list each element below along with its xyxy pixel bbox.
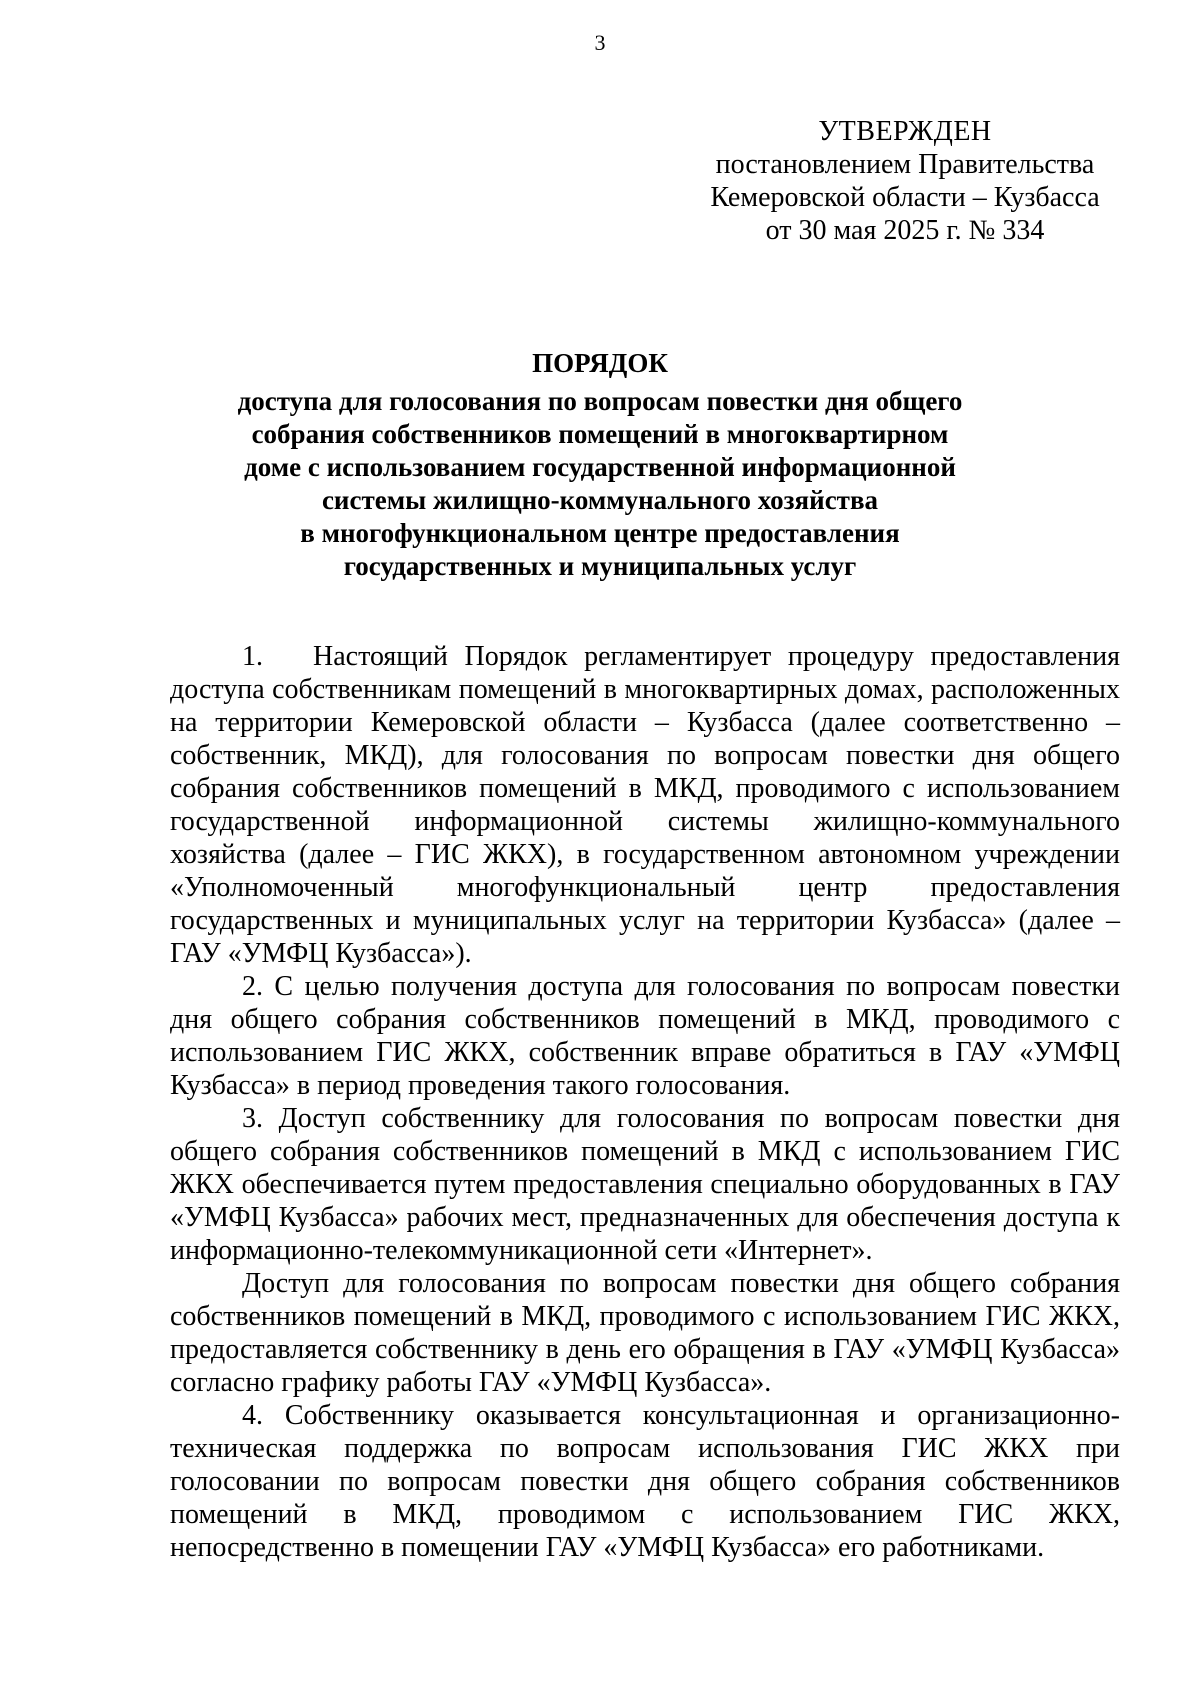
approval-line-resolution: постановлением Правительства: [715, 149, 1095, 180]
heading-line: собрания собственников помещений в многоквартирном: [251, 419, 949, 449]
paragraph-3: 3. Доступ собственнику для голосования по вопросам повестки дня общего собрания собственников помещений в МКД с использованием ГИС ЖКХ обеспечивается путем предоставления специально оборудованных в ГАУ «УМФЦ Кузбасса» рабочих мест, предназначенных для обеспечения доступа к информационно-телекоммуникационной сети «Интернет».: [170, 1103, 1120, 1266]
page-number: 3: [594, 30, 606, 55]
paragraph-1: [170, 640, 1120, 970]
paragraph-3-continued: Доступ для голосования по вопросам повестки дня общего собрания собственников помещений в МКД, проводимого с использованием ГИС ЖКХ, предоставляется собственнику в день его обращения в ГАУ «УМФЦ Кузбасса» согласно графику работы ГАУ «УМФЦ Кузбасса».: [170, 1268, 1120, 1398]
approval-block: [690, 115, 1120, 247]
heading-line: доступа для голосования по вопросам повестки дня общего: [237, 386, 963, 416]
heading-line: в многофункциональном центре предоставления: [300, 518, 900, 548]
paragraph-1-text: Настоящий Порядок регламентирует процедуру предоставления доступа собственникам помещений в многоквартирных домах, расположенных на территории Кемеровской области – Кузбасса (далее соответственно – собственник, МКД), для голосования по вопросам повестки дня общего собрания собственников помещений в МКД, проводимого с использованием государственной информационной системы жилищно-коммунального хозяйства (далее – ГИС ЖКХ), в государственном автономном учреждении «Уполномоченный многофункциональный центр предоставления государственных и муниципальных услуг на территории Кузбасса» (далее – ГАУ «УМФЦ Кузбасса»).: [170, 641, 1120, 969]
document-body: [170, 640, 1120, 1564]
heading-line: доме с использованием государственной информационной: [244, 452, 956, 482]
heading-line: системы жилищно-коммунального хозяйства: [321, 485, 879, 515]
approval-title: УТВЕРЖДЕН: [818, 116, 992, 147]
document-heading: [0, 347, 1200, 583]
approval-line-region: Кемеровской области – Кузбасса: [710, 182, 1100, 213]
paragraph-4: 4. Собственнику оказывается консультационная и организационно-техническая поддержка по вопросам использования ГИС ЖКХ при голосовании по вопросам повестки дня общего собрания собственников помещений в МКД, проводимом с использованием ГИС ЖКХ, непосредственно в помещении ГАУ «УМФЦ Кузбасса» его работниками.: [170, 1400, 1120, 1563]
paragraph-number: 1.: [242, 641, 263, 672]
document-title: ПОРЯДОК: [532, 348, 668, 378]
approval-line-date: от 30 мая 2025 г. № 334: [765, 215, 1045, 246]
heading-line: государственных и муниципальных услуг: [343, 551, 857, 581]
paragraph-2: 2. С целью получения доступа для голосования по вопросам повестки дня общего собрания собственников помещений в МКД, проводимого с использованием ГИС ЖКХ, собственник вправе обратиться в ГАУ «УМФЦ Кузбасса» в период проведения такого голосования.: [170, 971, 1120, 1101]
